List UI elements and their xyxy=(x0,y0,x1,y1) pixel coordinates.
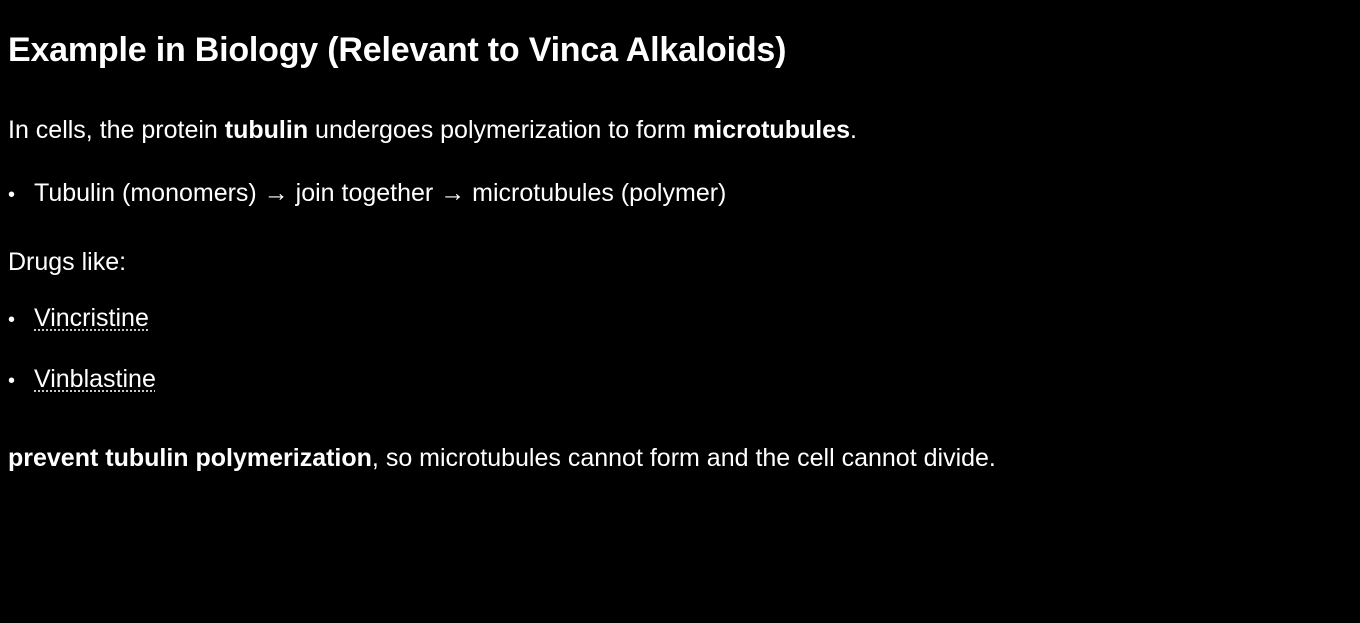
intro-bold-microtubules: microtubules xyxy=(693,115,851,144)
conclusion-bold: prevent tubulin polymerization xyxy=(8,444,372,473)
list-item-vincristine xyxy=(8,303,1360,334)
intro-text-part2: undergoes polymerization to form xyxy=(308,115,694,144)
bullet-dot-icon: • xyxy=(8,308,16,331)
bullet-dot-icon: • xyxy=(8,369,16,392)
intro-bold-tubulin: tubulin xyxy=(224,115,309,144)
bullet-dot-icon: • xyxy=(8,184,16,207)
list-item-vinblastine xyxy=(8,364,1360,395)
list-item-label: Tubulin (monomers) → join together → microtubules (polymer) xyxy=(34,179,727,208)
intro-text-part3: . xyxy=(850,115,857,144)
conclusion-paragraph xyxy=(8,443,1360,474)
intro-paragraph xyxy=(8,115,1360,146)
drugs-label: Drugs like: xyxy=(8,248,127,277)
list-item-label: Vinblastine xyxy=(34,364,156,393)
list-item-label: Vincristine xyxy=(34,303,149,332)
page-title: Example in Biology (Relevant to Vinca Alkaloids) xyxy=(8,31,787,69)
list-item-polymerization xyxy=(8,178,1360,209)
conclusion-rest: , so microtubules cannot form and the cell cannot divide. xyxy=(371,444,996,473)
spacer xyxy=(8,425,1360,443)
intro-text-part1: In cells, the protein xyxy=(8,115,225,144)
